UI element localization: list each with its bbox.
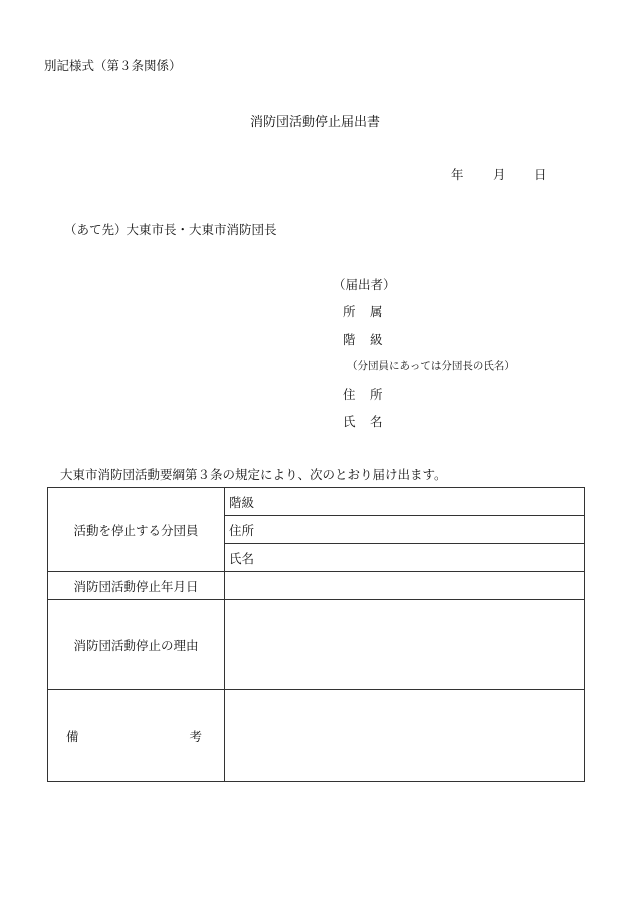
remarks-field[interactable] bbox=[225, 690, 585, 782]
date-year-label: 年 bbox=[451, 167, 464, 182]
reason-field[interactable] bbox=[225, 600, 585, 690]
applicant-heading: （届出者） bbox=[333, 277, 396, 292]
member-name-label: 氏名 bbox=[229, 550, 255, 566]
member-label: 活動を停止する分団員 bbox=[48, 488, 225, 572]
applicant-note: （分団員にあっては分団長の氏名） bbox=[347, 360, 515, 372]
remarks-label-cell bbox=[48, 690, 225, 782]
form-reference: 別記様式（第３条関係） bbox=[44, 58, 182, 73]
applicant-name-label: 氏 名 bbox=[343, 414, 384, 429]
addressee: （あて先）大東市長・大東市消防団長 bbox=[64, 222, 277, 237]
member-rank-field[interactable] bbox=[225, 488, 585, 516]
statement-text: 大東市消防団活動要綱第３条の規定により、次のとおり届け出ます。 bbox=[60, 467, 447, 482]
form-table bbox=[47, 487, 585, 782]
member-rank-label: 階級 bbox=[229, 494, 255, 510]
reason-label: 消防団活動停止の理由 bbox=[48, 600, 225, 690]
applicant-affiliation-label: 所 属 bbox=[343, 304, 384, 319]
document-title: 消防団活動停止届出書 bbox=[249, 115, 380, 130]
member-name-field[interactable] bbox=[225, 544, 585, 572]
date-month-label: 月 bbox=[493, 167, 506, 182]
member-address-label: 住所 bbox=[229, 522, 255, 538]
remarks-label-right: 考 bbox=[189, 728, 202, 744]
stop-date-label: 消防団活動停止年月日 bbox=[48, 572, 225, 600]
applicant-address-label: 住 所 bbox=[343, 387, 384, 402]
date-day-label: 日 bbox=[534, 167, 547, 182]
applicant-rank-label: 階 級 bbox=[343, 332, 384, 347]
remarks-label-left: 備 bbox=[66, 728, 79, 744]
stop-date-field[interactable] bbox=[225, 572, 585, 600]
member-address-field[interactable] bbox=[225, 516, 585, 544]
